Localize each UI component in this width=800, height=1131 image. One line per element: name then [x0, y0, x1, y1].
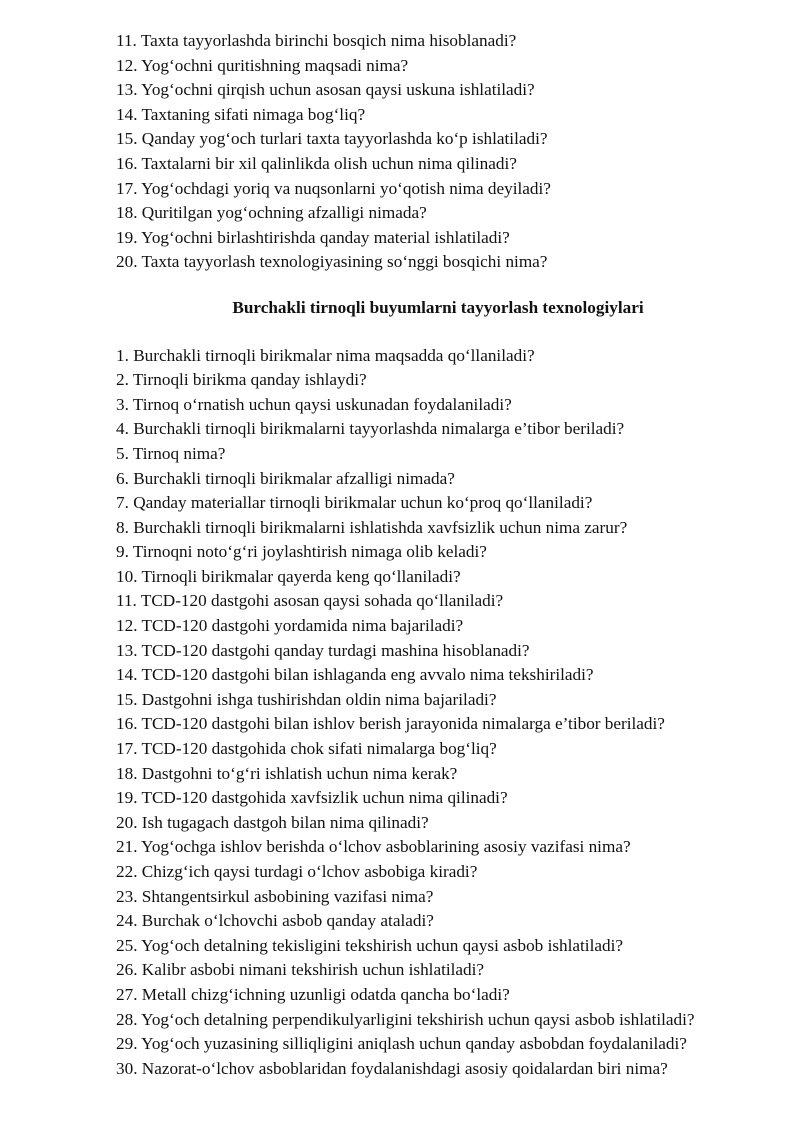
list-item: 18. Dastgohni to‘g‘ri ishlatish uchun nima kerak? — [116, 763, 458, 783]
list-item: 1. Burchakli tirnoqli birikmalar nima maqsadda qo‘llaniladi? — [116, 345, 535, 365]
list-item: 22. Chizg‘ich qaysi turdagi o‘lchov asbobiga kiradi? — [116, 862, 478, 881]
list-item: 21. Yog‘ochga ishlov berishda o‘lchov asboblarining asosiy vazifasi nima? — [116, 837, 631, 857]
list-item: 24. Burchak o‘lchovchi asbob qanday ataladi? — [116, 911, 434, 931]
list-item: 3. Tirnoq o‘rnatish uchun qaysi uskunadan foydalaniladi? — [116, 394, 512, 414]
list-item: 13. Yog‘ochni qirqish uchun asosan qaysi uskuna ishlatiladi? — [116, 80, 535, 100]
list-item: 4. Burchakli tirnoqli birikmalarni tayyorlashda nimalarga e’tibor beriladi? — [116, 419, 625, 439]
list-item: 19. TCD-120 dastgohida xavfsizlik uchun nima qilinadi? — [116, 788, 508, 808]
list-item: 12. Yog‘ochni quritishning maqsadi nima? — [116, 55, 409, 75]
list-item: 17. TCD-120 dastgohida chok sifati nimalarga bog‘liq? — [116, 739, 497, 759]
list-item: 2. Tirnoqli birikma qanday ishlaydi? — [116, 370, 367, 390]
list-item: 5. Tirnoq nima? — [116, 443, 226, 463]
list-item: 17. Yog‘ochdagi yoriq va nuqsonlarni yo‘qotish nima deyiladi? — [116, 178, 551, 198]
list-item: 30. Nazorat-o‘lchov asboblaridan foydalanishdagi asosiy qoidalardan biri nima? — [116, 1058, 668, 1078]
list-item: 19. Yog‘ochni birlashtirishda qanday material ishlatiladi? — [116, 227, 510, 247]
list-item: 25. Yog‘och detalning tekisligini tekshirish uchun qaysi asbob ishlatiladi? — [116, 935, 623, 955]
list-item: 26. Kalibr asbobi nimani tekshirish uchun ishlatiladi? — [116, 960, 485, 980]
list-item: 18. Quritilgan yog‘ochning afzalligi nimada? — [116, 203, 427, 223]
list-item: 11. TCD-120 dastgohi asosan qaysi sohada qo‘llaniladi? — [116, 591, 504, 611]
list-item: 16. TCD-120 dastgohi bilan ishlov berish jarayonida nimalarga e’tibor beriladi? — [116, 714, 665, 734]
list-item: 28. Yog‘och detalning perpendikulyarligini tekshirish uchun qaysi asbob ishlatiladi? — [116, 1009, 695, 1029]
list-item: 8. Burchakli tirnoqli birikmalarni ishlatishda xavfsizlik uchun nima zarur? — [116, 517, 628, 537]
list-item: 14. Taxtaning sifati nimaga bog‘liq? — [116, 104, 366, 124]
list-item: 6. Burchakli tirnoqli birikmalar afzalligi nimada? — [116, 468, 455, 488]
list-item: 15. Qanday yog‘och turlari taxta tayyorlashda ko‘p ishlatiladi? — [116, 129, 548, 149]
list-item: 20. Taxta tayyorlash texnologiyasining so‘nggi bosqichi nima? — [116, 252, 548, 272]
question-list-taxta — [116, 29, 760, 275]
list-item: 23. Shtangentsirkul asbobining vazifasi nima? — [116, 886, 434, 906]
list-item: 7. Qanday materiallar tirnoqli birikmalar uchun ko‘proq qo‘llaniladi? — [116, 493, 593, 513]
list-item: 9. Tirnoqni noto‘g‘ri joylashtirish nimaga olib keladi? — [116, 542, 487, 562]
list-item: 13. TCD-120 dastgohi qanday turdagi mashina hisoblanadi? — [116, 640, 530, 660]
list-item: 16. Taxtalarni bir xil qalinlikda olish uchun nima qilinadi? — [116, 153, 517, 173]
list-item: 12. TCD-120 dastgohi yordamida nima bajariladi? — [116, 616, 464, 636]
list-item: 15. Dastgohni ishga tushirishdan oldin nima bajariladi? — [116, 689, 497, 709]
list-item: 20. Ish tugagach dastgoh bilan nima qilinadi? — [116, 812, 429, 832]
list-item: 10. Tirnoqli birikmalar qayerda keng qo‘llaniladi? — [116, 566, 461, 586]
section-heading: Burchakli tirnoqli buyumlarni tayyorlash texnologiylari — [232, 297, 644, 317]
list-item: 14. TCD-120 dastgohi bilan ishlaganda eng avvalo nima tekshiriladi? — [116, 665, 594, 685]
list-item: 27. Metall chizg‘ichning uzunligi odatda qancha bo‘ladi? — [116, 984, 510, 1004]
list-item: 29. Yog‘och yuzasining silliqligini aniqlash uchun qanday asbobdan foydalaniladi? — [116, 1034, 687, 1054]
list-item: 11. Taxta tayyorlashda birinchi bosqich nima hisoblanadi? — [116, 31, 517, 50]
question-list-tirnoq — [116, 344, 760, 1082]
